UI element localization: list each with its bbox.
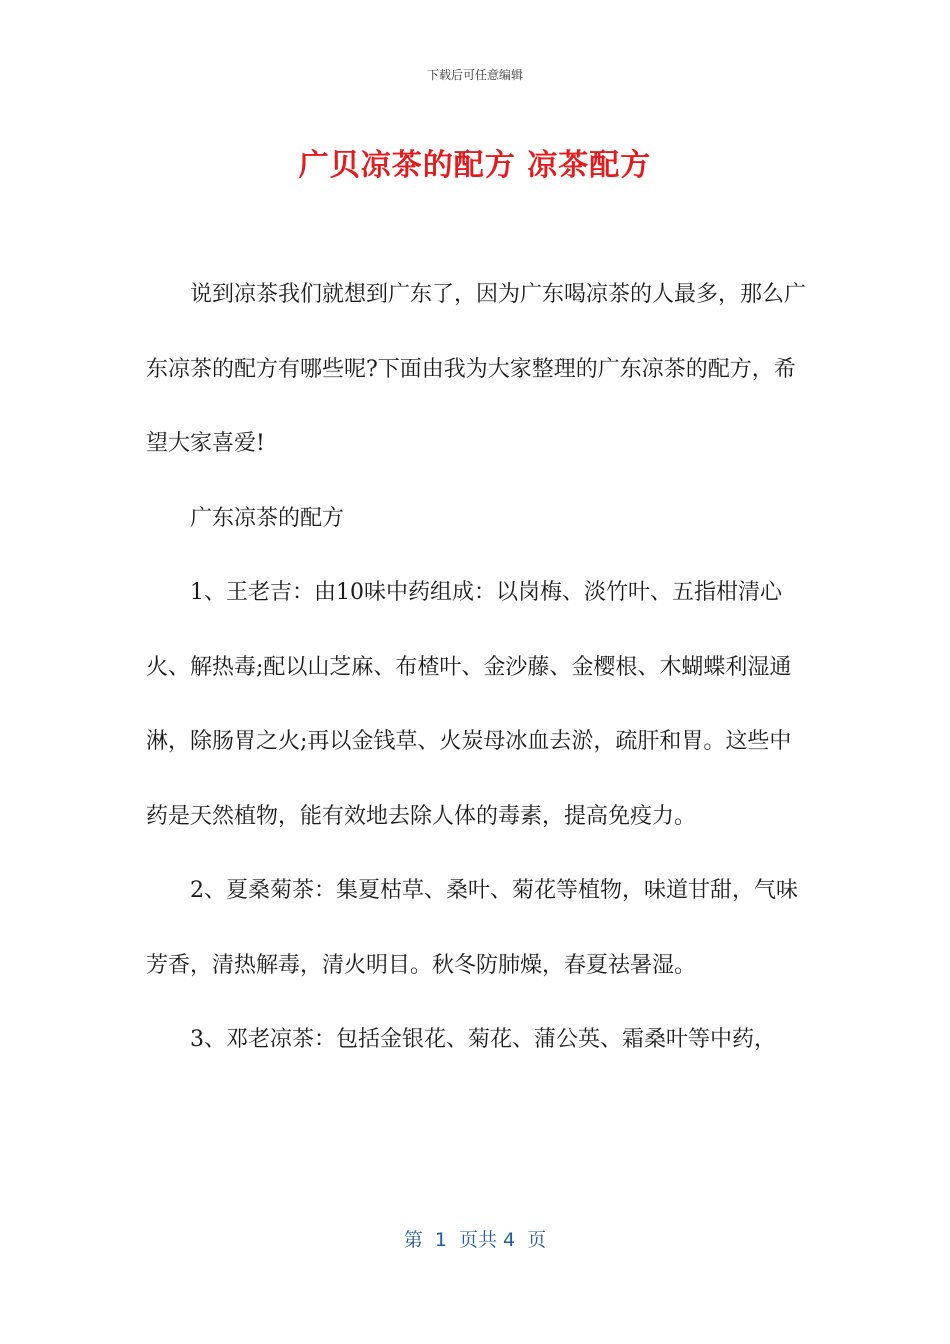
- page-number-footer: 第 1 页共 4 页: [403, 1229, 547, 1251]
- paragraph-intro: 说到凉茶我们就想到广东了，因为广东喝凉茶的人最多，那么广东凉茶的配方有哪些呢?下面由我为大家整理的广东凉茶的配方，希望大家喜爱!: [146, 282, 807, 456]
- paragraph-item-3: 3、邓老凉茶：包括金银花、菊花、蒲公英、霜桑叶等中药，: [190, 1027, 776, 1052]
- paragraph-item-2: 2、夏桑菊茶：集夏枯草、桑叶、菊花等植物，味道甘甜，气味芳香，清热解毒，清火明目。秋冬防肺燥，春夏祛暑湿。: [146, 878, 798, 978]
- document-title: 广贝凉茶的配方 凉茶配方: [298, 148, 652, 183]
- page-header-note: 下载后可任意编辑: [426, 68, 523, 82]
- paragraph-section-heading: 广东凉茶的配方: [190, 505, 345, 531]
- document-body: [146, 258, 810, 1078]
- paragraph-item-1: 1、王老吉：由10味中药组成：以岗梅、淡竹叶、五指柑清心火、解热毒;配以山芝麻、布楂叶、金沙藤、金樱根、木蝴蝶利湿通淋，除肠胃之火;再以金钱草、火炭母冰血去淤，疏肝和胃。这些中药是天然植物，能有效地去除人体的毒素，提高免疫力。: [146, 580, 792, 829]
